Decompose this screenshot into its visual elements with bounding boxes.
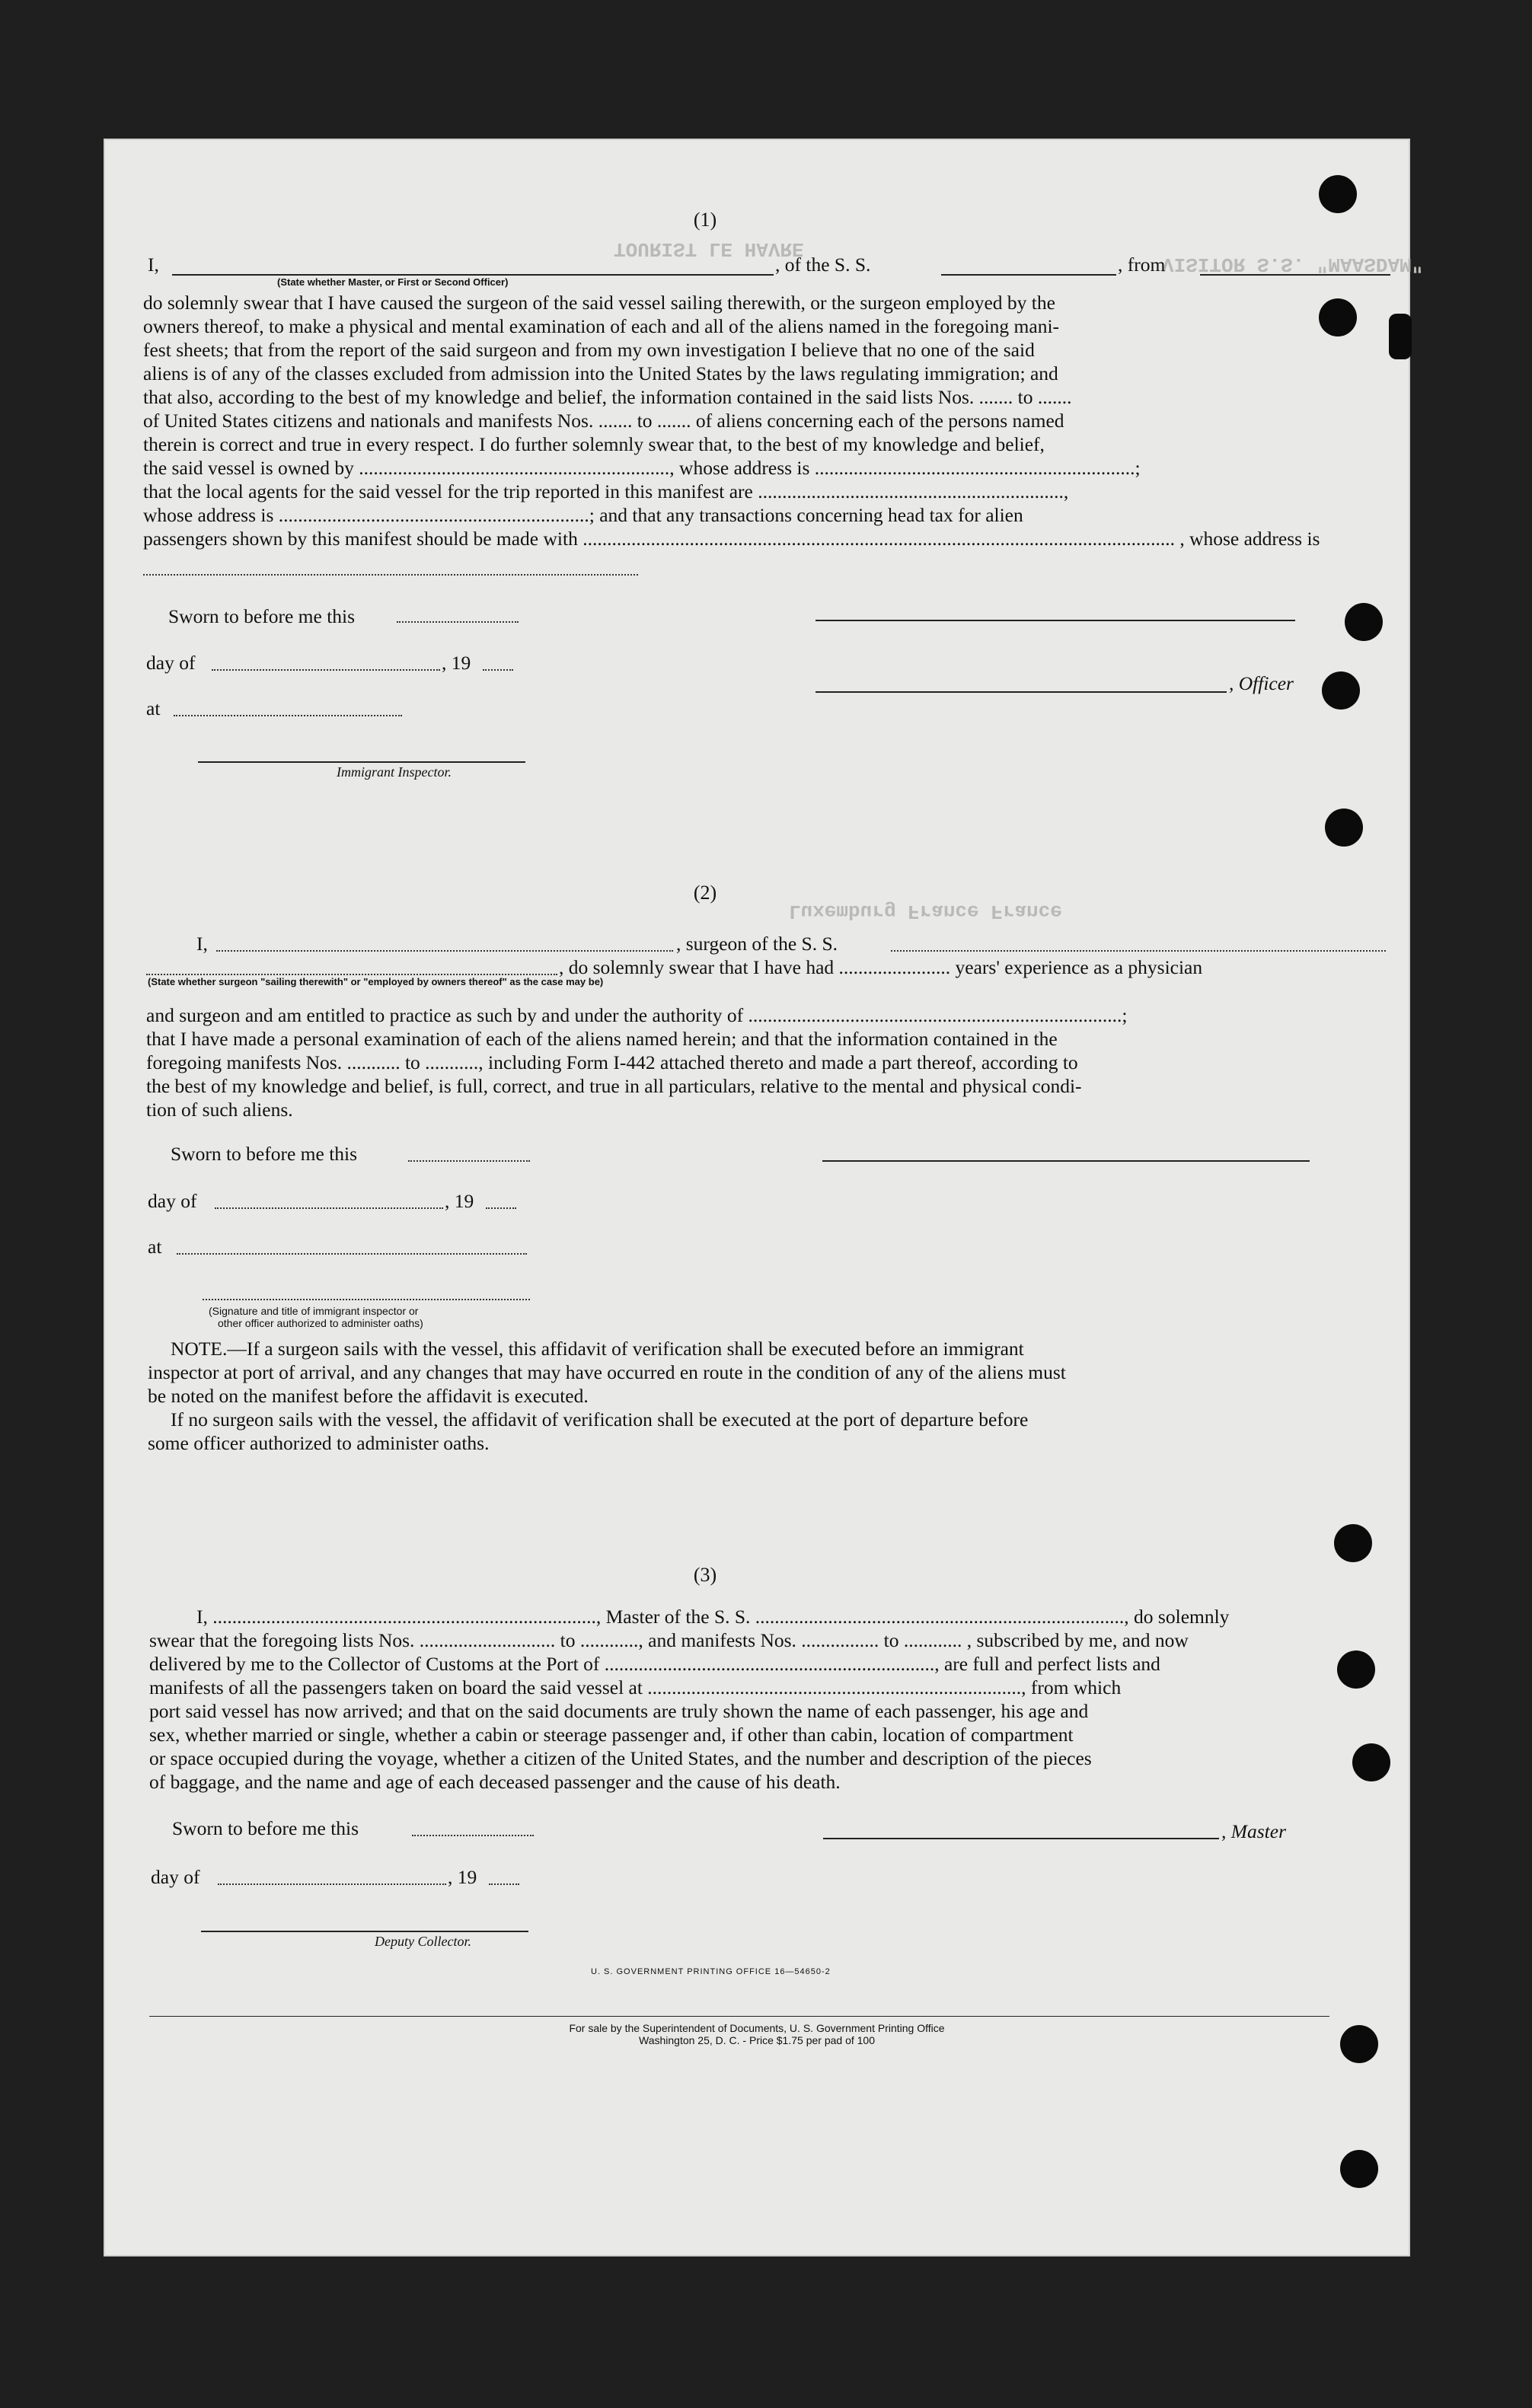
sec1-paragraph-line: that the local agents for the said vessel for the trip reported in this manifest are ..............................................................., [143, 480, 1069, 502]
blank-from [1200, 274, 1390, 276]
blank-officer-name [172, 274, 774, 276]
at-label: at [146, 697, 161, 719]
note-line: some officer authorized to administer oaths. [148, 1432, 490, 1454]
signature-caption: other officer authorized to administer oaths) [218, 1317, 423, 1329]
at-label: at [148, 1236, 162, 1258]
blank-inspector-signature [198, 761, 525, 763]
sec2-paragraph-line: and surgeon and am entitled to practice as such by and under the authority of .............................................................................; [146, 1004, 1128, 1026]
sworn-label: Sworn to before me this [168, 605, 356, 627]
blank-year [489, 1883, 519, 1885]
paper-tear [1389, 314, 1412, 359]
blank-day [215, 1207, 443, 1209]
sec3-paragraph-line: manifests of all the passengers taken on board the said vessel at ............................................................................., from which [149, 1676, 1122, 1698]
blank-sworn-date [412, 1835, 534, 1836]
footer-rule [149, 2016, 1329, 2017]
sec1-paragraph-line: of United States citizens and nationals and manifests Nos. ....... to ....... of aliens concerning each of the persons named [143, 410, 1064, 432]
year-label: , 19 [448, 1866, 477, 1888]
officer-label: , Officer [1229, 672, 1294, 694]
sec1-paragraph-line: passengers shown by this manifest should be made with .......................................................................................................................... , whose address is [143, 528, 1320, 550]
section-number: (2) [693, 882, 717, 904]
punch-hole-icon [1345, 603, 1383, 641]
punch-hole-icon [1340, 2150, 1378, 2188]
blank-officer-signature [815, 620, 1295, 621]
manifest-page [104, 139, 1424, 2257]
sec3-paragraph-line: delivered by me to the Collector of Customs at the Port of ...................................................................., are full and perfect lists and [149, 1653, 1160, 1675]
sec2-paragraph-line: , do solemnly swear that I have had ....................... years' experience as a physician [559, 956, 1203, 978]
note-line: If no surgeon sails with the vessel, the affidavit of verification shall be executed at the port of departure before [171, 1408, 1029, 1430]
sec1-paragraph-line: therein is correct and true in every respect. I do further solemnly swear that, to the best of my knowledge and belief, [143, 433, 1045, 455]
blank-surgeon-signature [822, 1160, 1310, 1162]
blank-deputy-signature [201, 1931, 528, 1932]
bleed-through-text: TOURIST LE HAVRE [614, 238, 804, 260]
blank-day [212, 669, 440, 671]
surgeon-note: (State whether surgeon "sailing therewith" or "employed by owners thereof" as the case may be) [148, 976, 604, 987]
sec1-line1-from-label: , from [1118, 254, 1166, 276]
gpo-imprint: U. S. GOVERNMENT PRINTING OFFICE 16—54650-2 [591, 1967, 831, 1976]
sec1-paragraph-line: aliens is of any of the classes excluded from admission into the United States by the laws regulating immigration; and [143, 362, 1058, 384]
blank-signature [203, 1299, 530, 1300]
master-label: , Master [1221, 1820, 1286, 1842]
sec3-paragraph-line: sex, whether married or single, whether a cabin or steerage passenger and, if other than cabin, location of compartment [149, 1724, 1074, 1746]
sec2-paragraph-line: that I have made a personal examination of each of the aliens named herein; and that the information contained in the [146, 1028, 1058, 1050]
officer-note: (State whether Master, or First or Second Officer) [277, 276, 509, 288]
sec2-line1-prefix: I, [196, 933, 208, 955]
sec1-paragraph-line: the said vessel is owned by ................................................................, whose address is ..................................................................; [143, 457, 1141, 479]
blank-vessel [941, 274, 1116, 276]
year-label: , 19 [445, 1190, 474, 1212]
blank-day [218, 1883, 446, 1885]
sec1-paragraph-line: do solemnly swear that I have caused the surgeon of the said vessel sailing therewith, or the surgeon employed by the [143, 292, 1055, 314]
sec2-paragraph-line: the best of my knowledge and belief, is full, correct, and true in all particulars, relative to the mental and physical condi- [146, 1075, 1082, 1097]
punch-hole-icon [1325, 809, 1363, 847]
sec1-paragraph-line: owners thereof, to make a physical and mental examination of each and all of the aliens named in the foregoing mani- [143, 315, 1060, 337]
footer-line: Washington 25, D. C. - Price $1.75 per pad of 100 [639, 2034, 875, 2046]
bleed-through-text: VISITOR S.S. "MAASDAM" [1162, 253, 1424, 276]
sec1-paragraph-line: fest sheets; that from the report of the said surgeon and from my own investigation I believe that no one of the said [143, 339, 1035, 361]
punch-hole-icon [1334, 1524, 1372, 1562]
blank-master-signature [823, 1838, 1219, 1839]
sec3-paragraph-line: I, ..............................................................................., Master of the S. S. ............................................................................, do solemnly [196, 1606, 1230, 1628]
sec2-paragraph-line: foregoing manifests Nos. ........... to ..........., including Form I-442 attached thereto and made a part thereof, according to [146, 1051, 1078, 1073]
blank-sworn-date [408, 1160, 530, 1162]
sec3-paragraph-line: port said vessel has now arrived; and that on the said documents are truly shown the name of each passenger, his age and [149, 1700, 1089, 1722]
section-number: (1) [693, 209, 717, 231]
sec1-paragraph-line: that also, according to the best of my knowledge and belief, the information contained in the said lists Nos. ....... to ....... [143, 386, 1072, 408]
blank-surgeon-status [146, 974, 557, 975]
sec1-line1-prefix: I, [148, 254, 159, 276]
sec2-vessel-label: , surgeon of the S. S. [676, 933, 838, 955]
note-line: NOTE.—If a surgeon sails with the vessel, this affidavit of verification shall be executed before an immigrant [171, 1338, 1024, 1360]
section-number: (3) [693, 1564, 717, 1586]
bleed-through-text: Luxemburg France France [789, 900, 1062, 923]
sworn-label: Sworn to before me this [171, 1143, 358, 1165]
blank-vessel [891, 950, 1386, 952]
signature-caption: (Signature and title of immigrant inspector or [209, 1305, 419, 1317]
sec2-paragraph-line: tion of such aliens. [146, 1099, 293, 1121]
punch-hole-icon [1352, 1743, 1390, 1781]
punch-hole-icon [1319, 175, 1357, 213]
punch-hole-icon [1337, 1651, 1375, 1689]
sec3-paragraph-line: of baggage, and the name and age of each deceased passenger and the cause of his death. [149, 1771, 841, 1793]
footer-line: For sale by the Superintendent of Documents, U. S. Government Printing Office [569, 2022, 945, 2034]
sec3-paragraph-line: swear that the foregoing lists Nos. ............................ to ............, and manifests Nos. ................ to ............ , subscribed by me, and now [149, 1629, 1189, 1651]
punch-hole-icon [1319, 298, 1357, 336]
note-line: inspector at port of arrival, and any changes that may have occurred en route in the condition of any of the aliens must [148, 1361, 1066, 1383]
blank-at [174, 715, 402, 716]
inspector-caption: Immigrant Inspector. [337, 764, 452, 780]
dayof-label: day of [148, 1190, 197, 1212]
note-line: be noted on the manifest before the affidavit is executed. [148, 1385, 589, 1407]
sec1-paragraph-line: whose address is ................................................................; and that any transactions concerning head tax for alien [143, 504, 1023, 526]
blank-surgeon-name [216, 950, 673, 952]
dayof-label: day of [146, 652, 196, 674]
sworn-label: Sworn to before me this [172, 1817, 359, 1839]
dayof-label: day of [151, 1866, 200, 1888]
sec1-line1-vessel-label: , of the S. S. [775, 254, 871, 276]
sec3-paragraph-line: or space occupied during the voyage, whether a citizen of the United States, and the number and description of the pieces [149, 1747, 1092, 1769]
blank-officer-line [815, 691, 1227, 693]
deputy-caption: Deputy Collector. [375, 1934, 471, 1949]
blank-sworn-date [397, 621, 519, 623]
punch-hole-icon [1322, 671, 1360, 710]
blank-year [486, 1207, 516, 1209]
blank-year [483, 669, 513, 671]
blank-at [177, 1253, 527, 1255]
blank-address [143, 574, 638, 576]
year-label: , 19 [442, 652, 471, 674]
